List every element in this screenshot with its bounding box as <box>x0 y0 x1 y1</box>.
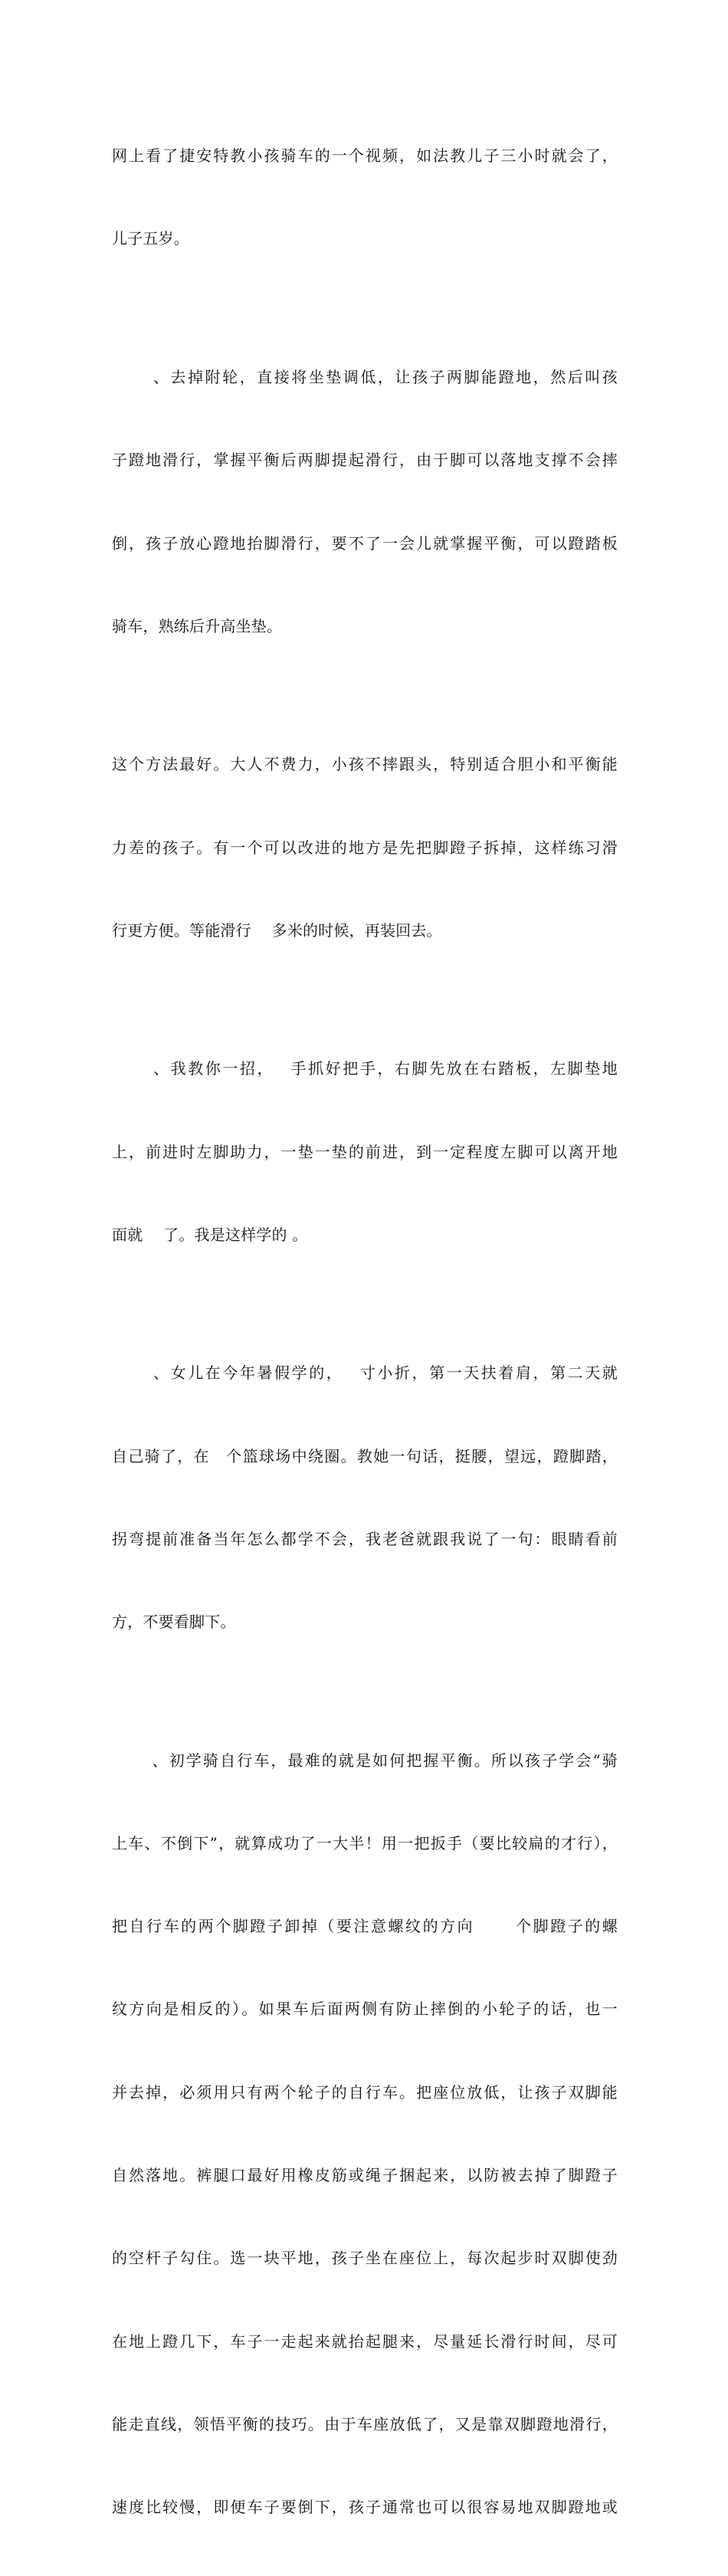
text-line: 速度比较慢，即便车子要倒下，孩子通常也可以很容易地双脚蹬地或 <box>112 2498 618 2517</box>
document-body <box>112 87 618 2576</box>
text-line: 、去掉附轮，直接将坐垫调低，让孩子两脚能蹬地，然后叫孩 <box>112 367 618 386</box>
text-line: 的空杆子勾住。选一块平地，孩子坐在座位上，每次起步时双脚使劲 <box>112 2249 618 2268</box>
text-line: 倒，孩子放心蹬地抬脚滑行，要不了一会儿就掌握平衡，可以蹬踏板 <box>112 533 618 553</box>
paragraph-5 <box>112 1304 618 1691</box>
text-line: 自然落地。裤腿口最好用橡皮筋或绳子捆起来，以防被去掉了脚蹬子 <box>112 2166 618 2185</box>
paragraph-1 <box>112 87 618 308</box>
text-line: 上，前进时左脚助力，一垫一垫的前进，到一定程度左脚可以离开地 <box>112 1142 618 1161</box>
paragraph-3 <box>112 695 618 999</box>
text-line: 自己骑了，在 个篮球场中绕圈。教她一句话，挺腰，望远，蹬脚踏， <box>112 1446 618 1465</box>
text-line: 行更方便。等能滑行 多米的时候，再装回去。 <box>112 920 442 940</box>
text-line: 网上看了捷安特教小孩骑车的一个视频，如法教儿子三小时就会了， <box>112 146 618 166</box>
text-line: 纹方向是相反的）。如果车后面两侧有防止摔倒的小轮子的话，也一 <box>112 2000 618 2019</box>
paragraph-4 <box>112 999 618 1304</box>
paragraph-6 <box>112 1691 618 2576</box>
text-line: 力差的孩子。有一个可以改进的地方是先把脚蹬子拆掉，这样练习滑 <box>112 838 618 857</box>
text-line: 子蹬地滑行，掌握平衡后两脚提起滑行，由于脚可以落地支撑不会摔 <box>112 451 618 470</box>
text-line: 面就 了。我是这样学的 。 <box>112 1225 308 1244</box>
text-line: 方，不要看脚下。 <box>112 1613 236 1632</box>
text-line: 上车、不倒下”，就算成功了一大半！用一把扳手（要比较扁的才行）， <box>112 1833 618 1852</box>
text-line: 、初学骑自行车，最难的就是如何把握平衡。所以孩子学会“骑 <box>112 1751 618 1770</box>
text-line: 骑车，熟练后升高坐垫。 <box>112 616 283 635</box>
text-line: 能走直线，领悟平衡的技巧。由于车座放低了，又是靠双脚蹬地滑行， <box>112 2414 618 2433</box>
text-line: 、我教你一招， 手抓好把手，右脚先放在右踏板，左脚垫地 <box>112 1059 618 1078</box>
text-line: 、女儿在今年暑假学的， 寸小折，第一天扶着肩，第二天就 <box>112 1363 618 1383</box>
text-line: 儿子五岁。 <box>112 229 189 248</box>
text-line: 拐弯提前准备当年怎么都学不会，我老爸就跟我说了一句：眼睛看前 <box>112 1529 618 1548</box>
text-line: 把自行车的两个脚蹬子卸掉（要注意螺纹的方向 个脚蹬子的螺 <box>112 1917 618 1936</box>
paragraph-2 <box>112 308 618 695</box>
text-line: 并去掉，必须用只有两个轮子的自行车。把座位放低，让孩子双脚能 <box>112 2082 618 2102</box>
text-line: 这个方法最好。大人不费力，小孩不摔跟头，特别适合胆小和平衡能 <box>112 755 618 774</box>
text-line: 在地上蹬几下，车子一走起来就抬起腿来，尽量延长滑行时间，尽可 <box>112 2332 618 2351</box>
